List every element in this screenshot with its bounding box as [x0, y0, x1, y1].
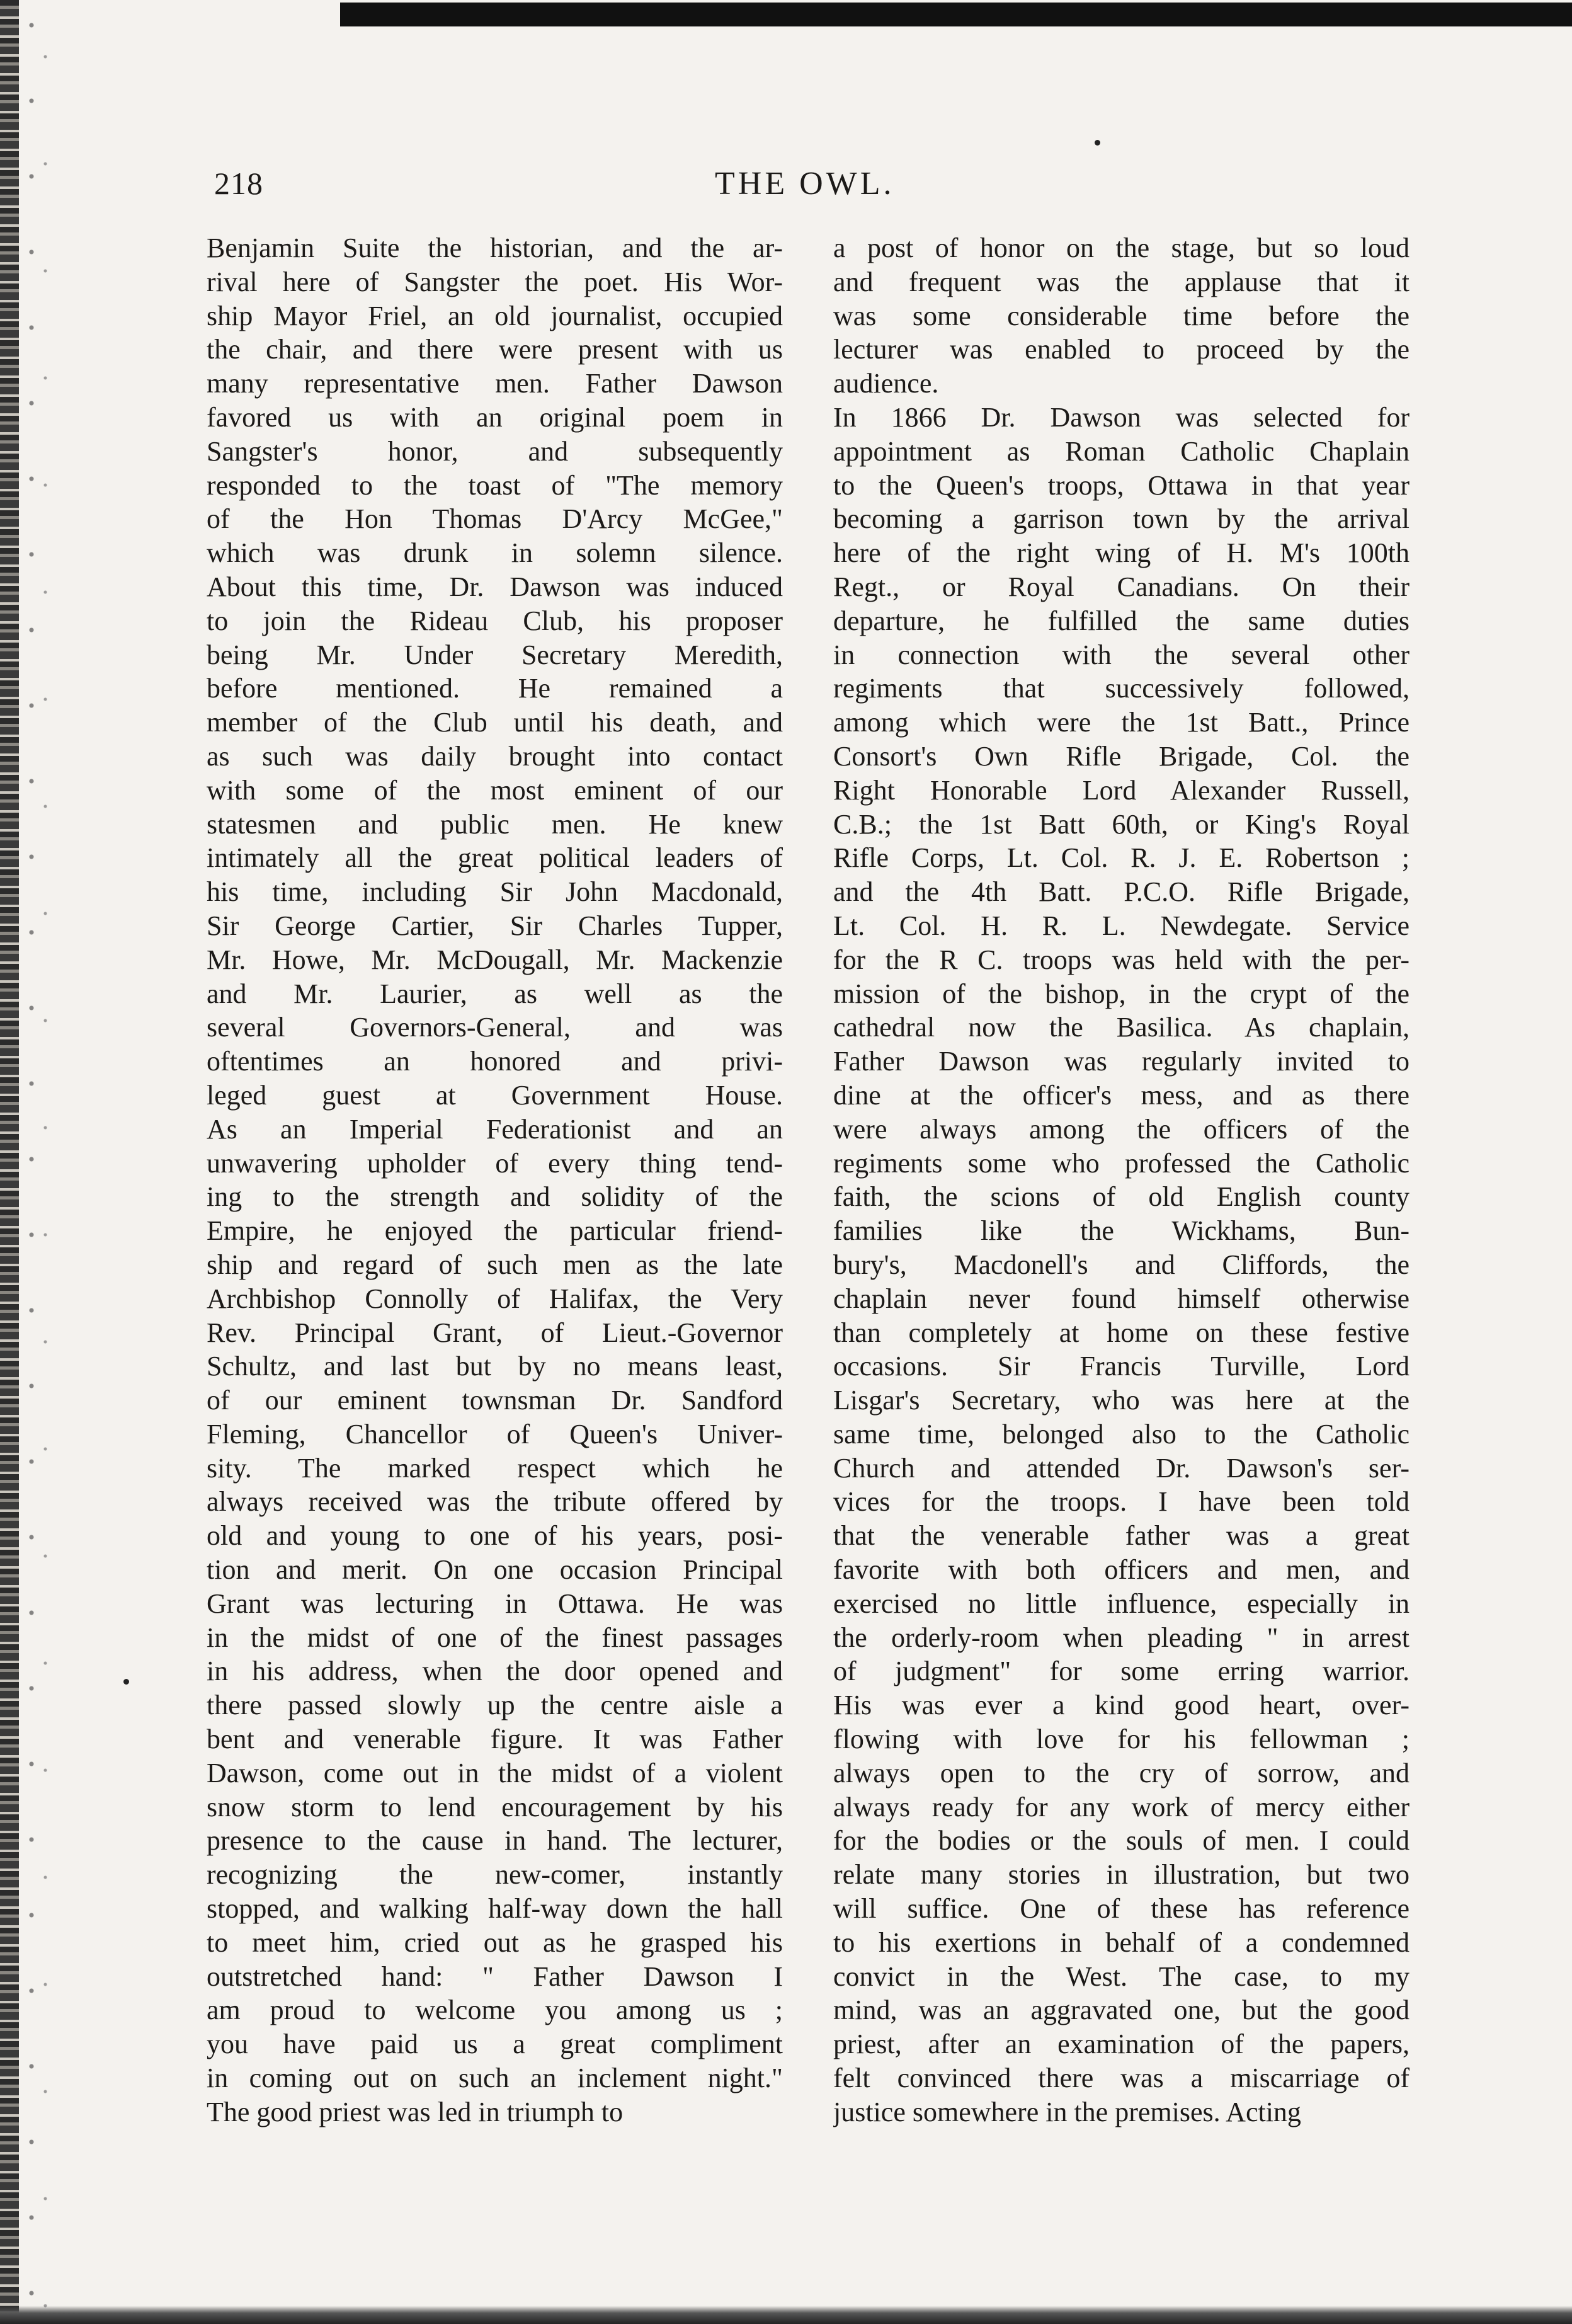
text-line: to his exertions in behalf of a condemned	[833, 1926, 1410, 1958]
text-line: regiments that successively followed,	[833, 673, 1410, 704]
text-line: which was drunk in solemn silence.	[207, 537, 783, 569]
text-line: Empire, he enjoyed the particular friend-	[207, 1215, 783, 1247]
text-line: dine at the officer's mess, and as there	[833, 1079, 1410, 1111]
bottom-edge	[0, 2306, 1572, 2324]
text-line: becoming a garrison town by the arrival	[833, 503, 1410, 535]
text-line: Lisgar's Secretary, who was here at the	[833, 1385, 1410, 1416]
text-line: Right Honorable Lord Alexander Russell,	[833, 774, 1410, 806]
text-line: leged guest at Government House.	[207, 1079, 783, 1111]
text-line: families like the Wickhams, Bun-	[833, 1215, 1410, 1247]
text-line: his time, including Sir John Macdonald,	[207, 876, 783, 908]
text-line: oftentimes an honored and privi-	[207, 1046, 783, 1077]
text-line: As an Imperial Federationist and an	[207, 1113, 783, 1145]
text-line: and frequent was the applause that it	[833, 266, 1410, 297]
text-line: always received was the tribute offered by	[207, 1486, 783, 1518]
text-line: mission of the bishop, in the crypt of the	[833, 978, 1410, 1009]
text-line: faith, the scions of old English county	[833, 1181, 1410, 1213]
text-line: the chair, and there were present with us	[207, 334, 783, 365]
text-line: that the venerable father was a great	[833, 1520, 1410, 1552]
text-line: Lt. Col. H. R. L. Newdegate. Service	[833, 910, 1410, 941]
text-line: Rev. Principal Grant, of Lieut.-Governor	[207, 1317, 783, 1348]
text-line: before mentioned. He remained a	[207, 673, 783, 704]
text-line: in coming out on such an inclement night."	[207, 2063, 783, 2094]
text-line: ship Mayor Friel, an old journalist, occupied	[207, 300, 783, 331]
text-line: of the Hon Thomas D'Arcy McGee,"	[207, 503, 783, 535]
text-line: Mr. Howe, Mr. McDougall, Mr. Mackenzie	[207, 944, 783, 975]
text-line: ship and regard of such men as the late	[207, 1249, 783, 1280]
text-line: mind, was an aggravated one, but the good	[833, 1995, 1410, 2026]
text-line: tion and merit. On one occasion Principal	[207, 1554, 783, 1586]
text-line: of our eminent townsman Dr. Sandford	[207, 1385, 783, 1416]
text-line: Archbishop Connolly of Halifax, the Very	[207, 1283, 783, 1314]
text-line: sity. The marked respect which he	[207, 1452, 783, 1484]
text-line: lecturer was enabled to proceed by the	[833, 334, 1410, 365]
text-line: intimately all the great political leaders of	[207, 842, 783, 874]
text-line: as such was daily brought into contact	[207, 740, 783, 772]
stray-mark	[1095, 140, 1100, 146]
right-column	[833, 231, 1410, 2129]
text-line: exercised no little influence, especially in	[833, 1588, 1410, 1619]
text-line: Dawson, come out in the midst of a violent	[207, 1757, 783, 1789]
text-line: cathedral now the Basilica. As chaplain,	[833, 1012, 1410, 1043]
text-line: departure, he fulfilled the same duties	[833, 605, 1410, 636]
text-line: Sir George Cartier, Sir Charles Tupper,	[207, 910, 783, 941]
text-line: old and young to one of his years, posi-	[207, 1520, 783, 1552]
text-line: Regt., or Royal Canadians. On their	[833, 571, 1410, 602]
text-line: always ready for any work of mercy either	[833, 1791, 1410, 1823]
text-line: bury's, Macdonell's and Cliffords, the	[833, 1249, 1410, 1280]
text-line: for the bodies or the souls of men. I could	[833, 1825, 1410, 1857]
text-line: Sangster's honor, and subsequently	[207, 435, 783, 467]
top-rule	[340, 3, 1572, 26]
text-line: you have paid us a great compliment	[207, 2029, 783, 2060]
text-line: justice somewhere in the premises. Acting	[833, 2096, 1301, 2127]
text-line: Rifle Corps, Lt. Col. R. J. E. Robertson ;	[833, 842, 1410, 874]
left-column	[207, 231, 783, 2129]
text-line: will suffice. One of these has reference	[833, 1893, 1410, 1925]
text-line: responded to the toast of "The memory	[207, 469, 783, 501]
text-line: was some considerable time before the	[833, 300, 1410, 331]
text-line: priest, after an examination of the papers,	[833, 2029, 1410, 2060]
text-line: several Governors-General, and was	[207, 1012, 783, 1043]
text-line: for the R C. troops was held with the per-	[833, 944, 1410, 975]
text-line: Consort's Own Rifle Brigade, Col. the	[833, 740, 1410, 772]
text-line: outstretched hand: " Father Dawson I	[207, 1961, 783, 1992]
text-line: Schultz, and last but by no means least,	[207, 1351, 783, 1382]
text-line: His was ever a kind good heart, over-	[833, 1690, 1410, 1721]
text-line: with some of the most eminent of our	[207, 774, 783, 806]
text-line: many representative men. Father Dawson	[207, 368, 783, 399]
text-line: am proud to welcome you among us ;	[207, 1995, 783, 2026]
text-line: to join the Rideau Club, his proposer	[207, 605, 783, 636]
text-line: chaplain never found himself otherwise	[833, 1283, 1410, 1314]
text-line: audience.	[833, 368, 939, 399]
text-line: Fleming, Chancellor of Queen's Univer-	[207, 1418, 783, 1450]
text-line: in connection with the several other	[833, 639, 1410, 670]
text-line: being Mr. Under Secretary Meredith,	[207, 639, 783, 670]
text-line: in his address, when the door opened and	[207, 1656, 783, 1687]
text-line: always open to the cry of sorrow, and	[833, 1757, 1410, 1789]
text-line: Church and attended Dr. Dawson's ser-	[833, 1452, 1410, 1484]
binding-edge	[0, 0, 19, 2324]
text-line: than completely at home on these festive	[833, 1317, 1410, 1348]
text-line: favorite with both officers and men, and	[833, 1554, 1410, 1586]
text-line: a post of honor on the stage, but so loud	[833, 232, 1410, 263]
text-line: to meet him, cried out as he grasped his	[207, 1926, 783, 1958]
text-line: of judgment" for some erring warrior.	[833, 1656, 1410, 1687]
text-line: snow storm to lend encouragement by his	[207, 1791, 783, 1823]
text-line: appointment as Roman Catholic Chaplain	[833, 435, 1410, 467]
page-number: 218	[214, 166, 263, 201]
text-line: the orderly-room when pleading " in arrest	[833, 1622, 1410, 1653]
text-line: relate many stories in illustration, but two	[833, 1859, 1410, 1891]
text-line: same time, belonged also to the Catholic	[833, 1418, 1410, 1450]
text-line: to the Queen's troops, Ottawa in that year	[833, 469, 1410, 501]
stray-mark	[123, 1679, 129, 1685]
text-line: recognizing the new-comer, instantly	[207, 1859, 783, 1891]
text-line: here of the right wing of H. M's 100th	[833, 537, 1410, 569]
text-line: unwavering upholder of every thing tend-	[207, 1147, 783, 1179]
text-line: C.B.; the 1st Batt 60th, or King's Royal	[833, 808, 1410, 840]
text-line: there passed slowly up the centre aisle a	[207, 1690, 783, 1721]
text-line: About this time, Dr. Dawson was induced	[207, 571, 783, 602]
text-line: member of the Club until his death, and	[207, 707, 783, 738]
running-head: THE OWL.	[715, 166, 895, 202]
text-line: Grant was lecturing in Ottawa. He was	[207, 1588, 783, 1619]
text-line: regiments some who professed the Catholic	[833, 1147, 1410, 1179]
text-line: presence to the cause in hand. The lecturer,	[207, 1825, 783, 1857]
text-line: rival here of Sangster the poet. His Wor-	[207, 266, 783, 297]
text-line: In 1866 Dr. Dawson was selected for	[833, 401, 1410, 433]
text-line: in the midst of one of the finest passages	[207, 1622, 783, 1653]
text-line: vices for the troops. I have been told	[833, 1486, 1410, 1518]
text-line: occasions. Sir Francis Turville, Lord	[833, 1351, 1410, 1382]
text-line: were always among the officers of the	[833, 1113, 1410, 1145]
text-line: bent and venerable figure. It was Father	[207, 1724, 783, 1755]
text-line: stopped, and walking half-way down the hall	[207, 1893, 783, 1925]
text-line: and Mr. Laurier, as well as the	[207, 978, 783, 1009]
text-line: Benjamin Suite the historian, and the ar-	[207, 232, 783, 263]
text-line: and the 4th Batt. P.C.O. Rifle Brigade,	[833, 876, 1410, 908]
text-line: Father Dawson was regularly invited to	[833, 1046, 1410, 1077]
text-line: among which were the 1st Batt., Prince	[833, 707, 1410, 738]
text-line: felt convinced there was a miscarriage of	[833, 2063, 1410, 2094]
text-line: statesmen and public men. He knew	[207, 808, 783, 840]
text-line: flowing with love for his fellowman ;	[833, 1724, 1410, 1755]
text-line: The good priest was led in triumph to	[207, 2096, 624, 2127]
binding-specks	[19, 0, 57, 2324]
text-line: convict in the West. The case, to my	[833, 1961, 1410, 1992]
text-line: ing to the strength and solidity of the	[207, 1181, 783, 1213]
text-line: favored us with an original poem in	[207, 401, 783, 433]
